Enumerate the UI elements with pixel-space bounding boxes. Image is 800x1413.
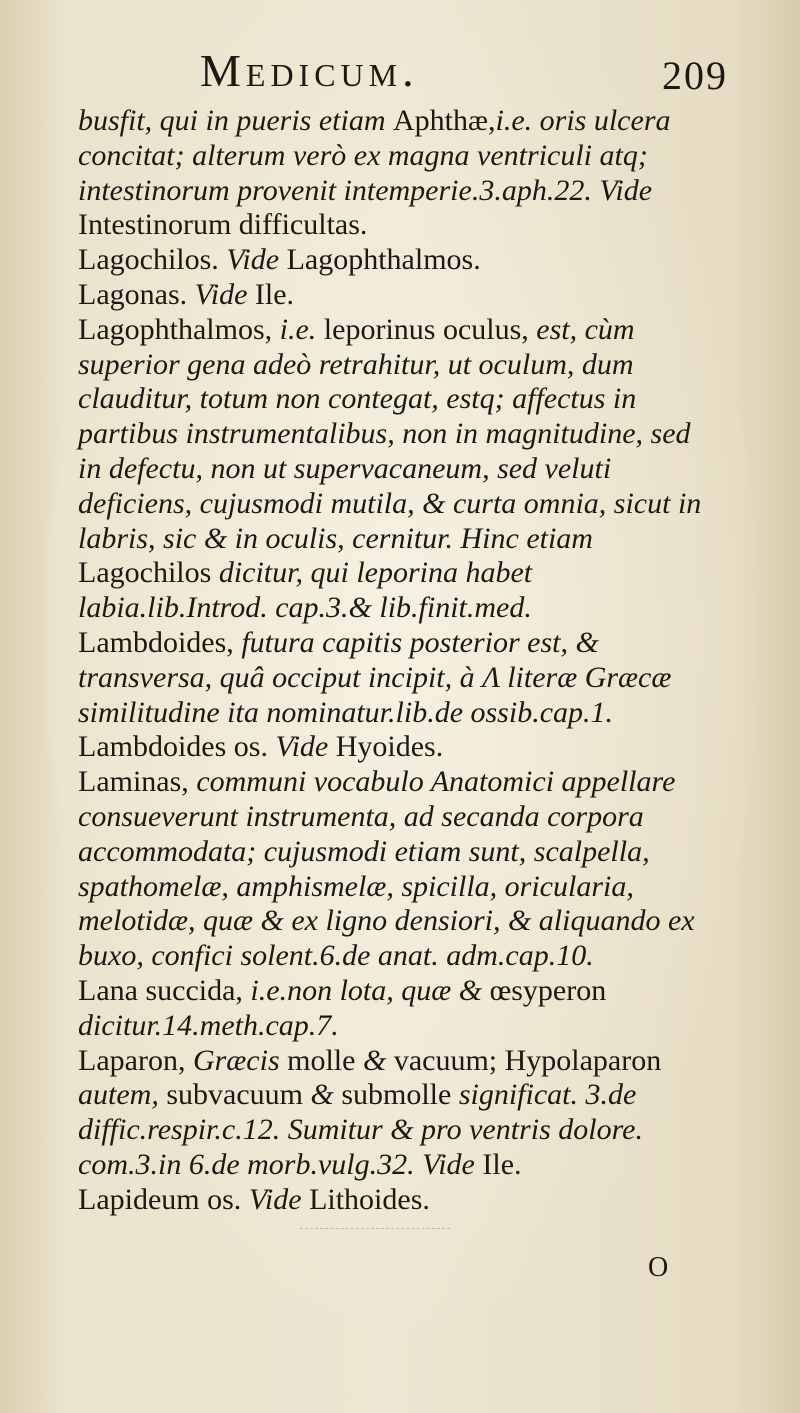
entry-text-span: Lapideum os. <box>78 1182 249 1216</box>
entry-text-span: leporinus oculus, <box>323 312 537 346</box>
entry-text-span: Aphthæ, <box>393 104 496 137</box>
entry-laparon <box>78 1044 718 1183</box>
faded-dash-rule <box>300 1228 450 1229</box>
entry-lambdoides-os <box>78 730 718 765</box>
entry-text-span: Vide <box>194 277 255 311</box>
entry-text-span: Lambdoides os. <box>78 730 276 764</box>
page-number: 209 <box>662 53 728 98</box>
entry-text-span: Lagophthalmos. <box>286 243 481 277</box>
entry-text-span: est, cùm superior gena adeò retrahitur, ut oculum, dum clauditur, totum non contegat, estq; affectus in partibus instrumentalibus, non in magnitudine, sed in defectu, non ut supervacaneum, sed veluti deficiens, cujusmodi mutila, & curta omnia, sicut in labris, sic & in oculis, cernitur. Hinc etiam <box>78 312 702 555</box>
entry-text-span: Vide <box>275 730 336 764</box>
entry-text-span: Laminas, <box>78 765 197 799</box>
entry-text-span: vacuum; Hypolaparon <box>393 1043 662 1077</box>
entry-lagonas <box>78 278 718 313</box>
entry-lana-succida <box>78 974 718 1044</box>
entry-text-span: significat. 3.de diffic.respir.c.12. Sumitur & pro ventris dolore. com.3.in 6.de morb.vulg.32. Vide <box>78 1078 643 1181</box>
entry-text-span: œsyperon <box>489 973 607 1007</box>
running-head <box>60 44 740 104</box>
entry-text-span: busfit, qui in pueris etiam <box>78 104 393 137</box>
entry-text-span: Lagophthalmos, <box>78 312 280 346</box>
entry-text-span: Lana succida, <box>78 973 251 1007</box>
entry-continuation <box>78 104 718 243</box>
entry-text-span: subvacuum <box>166 1078 311 1112</box>
entry-text-span: Lagochilos <box>78 556 219 590</box>
entry-text-span: Vide <box>226 243 287 277</box>
entry-lapideum-os <box>78 1183 718 1218</box>
entry-text-span: futura capitis posterior est, & transversa, quâ occiput incipit, à Λ literæ Græcæ similitudine ita nominatur.lib.de ossib.cap.1. <box>78 625 672 729</box>
entry-lagochilos <box>78 243 718 278</box>
entry-text-span: & <box>362 1043 394 1077</box>
entry-text-span: Ile. <box>482 1147 522 1181</box>
entry-text-span: Græcis <box>192 1043 288 1077</box>
entry-text-span: dicitur, qui leporina habet labia.lib.Introd. cap.3.& lib.finit.med. <box>78 556 533 625</box>
entry-text-span: Lambdoides, <box>78 625 242 659</box>
running-head-title: Medicum. <box>200 45 419 96</box>
entry-text-span: communi vocabulo Anatomici appellare consueverunt instrumenta, ad secanda corpora accommodata; cujusmodi etiam sunt, scalpella, spathomelæ, amphismelæ, spicilla, oricularia, melotidæ, quæ & ex ligno densiori, & aliquando ex buxo, confici solent.6.de anat. adm.cap.10. <box>78 765 695 973</box>
entry-text-span: & <box>310 1078 342 1112</box>
entry-laminas <box>78 765 718 974</box>
entry-text-span: submolle <box>341 1078 459 1112</box>
entry-text-span: Ile. <box>254 277 295 311</box>
entry-text-span: Laparon, <box>78 1043 193 1077</box>
entry-text-span: autem, <box>78 1078 167 1112</box>
entry-text-span: Intestinorum difficultas. <box>78 208 368 242</box>
entry-text-span: i.e.non lota, quæ & <box>250 973 490 1007</box>
dictionary-text-block <box>78 104 718 1218</box>
entry-text-span: Lagonas. <box>78 277 195 311</box>
entry-text-span: Lagochilos. <box>78 243 227 277</box>
entry-text-span: Hyoides. <box>335 730 444 764</box>
entry-text-span: Lithoides. <box>309 1182 430 1216</box>
entry-text-span: Vide <box>248 1182 310 1216</box>
entry-text-span: i.e. <box>279 312 324 346</box>
entry-text-span: dicitur.14.meth.cap.7. <box>78 1008 339 1042</box>
entry-lagophthalmos <box>78 313 718 626</box>
entry-text-span: molle <box>287 1043 363 1077</box>
entry-lambdoides <box>78 626 718 730</box>
catchword: O <box>648 1252 669 1283</box>
entry-text-span: i.e. oris ulcera concitat; alterum verò ex magna ventriculi atq; intestinorum provenit intemperie.3.aph.22. Vide <box>78 104 671 207</box>
